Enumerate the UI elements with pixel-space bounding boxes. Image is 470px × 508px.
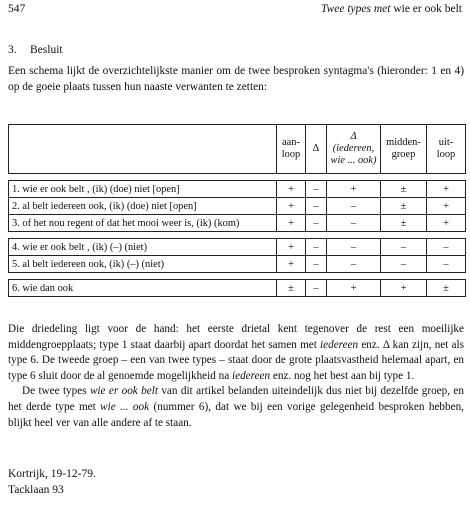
header-delta-iedereen: Δ (iedereen, wie ... ook) xyxy=(327,125,381,174)
paragraph-2: De twee types wie er ook belt van dit artikel belanden uiteindelijk dus niet bij dezelfde groep, en het derde type met wie ... ook (nummer 6), dat we bij een vorige gelegenheid besproken hebben, blijkt heel ver van alle andere af te staan. xyxy=(8,385,464,429)
header-aanloop: aan-loop xyxy=(277,125,306,174)
page-number: 547 xyxy=(8,3,26,15)
header-middengroep: midden-groep xyxy=(381,125,427,174)
row-mark: – xyxy=(327,198,381,215)
body-text xyxy=(8,322,464,431)
section-number: 3. xyxy=(8,44,17,56)
row-mark: + xyxy=(277,215,306,232)
row-mark: – xyxy=(327,239,381,256)
row-mark: – xyxy=(327,256,381,273)
intro-paragraph: Een schema lijkt de overzichtelijkste manier om de twee besproken syntagma's (hieronder: 1 en 4) op de goeie plaats tussen hun naaste verwanten te zetten: xyxy=(8,65,464,93)
row-mark: – xyxy=(306,256,327,273)
row-label: 3. of het nou regent of dat het mooi weer is, (ik) (kom) xyxy=(9,215,277,232)
row-mark: + xyxy=(327,181,381,198)
header-uitloop: uit-loop xyxy=(427,125,466,174)
row-mark: – xyxy=(306,215,327,232)
row-mark: + xyxy=(381,280,427,297)
row-mark: ± xyxy=(381,198,427,215)
row-mark: + xyxy=(277,198,306,215)
row-label: 4. wie er ook belt , (ik) (–) (niet) xyxy=(9,239,277,256)
header-delta: Δ xyxy=(306,125,327,174)
row-mark: – xyxy=(306,181,327,198)
table-header-row xyxy=(9,125,466,174)
row-mark: – xyxy=(427,239,466,256)
row-label: 2. al belt iedereen ook, (ik) (doe) niet [open] xyxy=(9,198,277,215)
row-mark: – xyxy=(427,256,466,273)
row-mark: + xyxy=(427,181,466,198)
running-header-italic: Twee types met xyxy=(321,3,391,15)
table-row xyxy=(9,181,466,198)
row-mark: + xyxy=(427,198,466,215)
running-header xyxy=(321,3,462,15)
row-mark: ± xyxy=(381,181,427,198)
schema-table xyxy=(8,124,466,297)
row-mark: + xyxy=(427,215,466,232)
row-mark: + xyxy=(327,280,381,297)
section-title: Besluit xyxy=(30,44,63,56)
row-mark: ± xyxy=(381,215,427,232)
row-mark: ± xyxy=(277,280,306,297)
row-label: 6. wie dan ook xyxy=(9,280,277,297)
row-mark: – xyxy=(306,198,327,215)
signature-place-date: Kortrijk, 19-12-79. xyxy=(8,468,96,480)
signature-address: Tacklaan 93 xyxy=(8,484,64,496)
table-row xyxy=(9,198,466,215)
table-row xyxy=(9,280,466,297)
table-row xyxy=(9,239,466,256)
row-mark: – xyxy=(381,256,427,273)
header-blank-cell xyxy=(9,125,277,174)
row-mark: + xyxy=(277,239,306,256)
table-row xyxy=(9,256,466,273)
running-header-rest: wie er ook belt xyxy=(393,3,462,15)
row-label: 1. wie er ook belt , (ik) (doe) niet [open] xyxy=(9,181,277,198)
row-label: 5. al belt iedereen ook, (ik) (–) (niet) xyxy=(9,256,277,273)
row-mark: – xyxy=(381,239,427,256)
row-mark: – xyxy=(327,215,381,232)
paragraph-1: Die driedeling ligt voor de hand: het eerste drietal kent tegenover de rest een moeilijke middengroepplaats; type 1 staat daarbij apart doordat het samen met iedereen enz. Δ kan zijn, net als type 6. De tweede groep – een van twee types – staat door de grote plaatsvastheid helemaal apart, en type 6 sluit door de al genoemde mogelijkheid na iedereen enz. nog het best aan bij type 1. xyxy=(8,323,464,382)
table-row xyxy=(9,215,466,232)
row-mark: ± xyxy=(427,280,466,297)
row-mark: + xyxy=(277,256,306,273)
row-mark: – xyxy=(306,239,327,256)
row-mark: – xyxy=(306,280,327,297)
row-mark: + xyxy=(277,181,306,198)
